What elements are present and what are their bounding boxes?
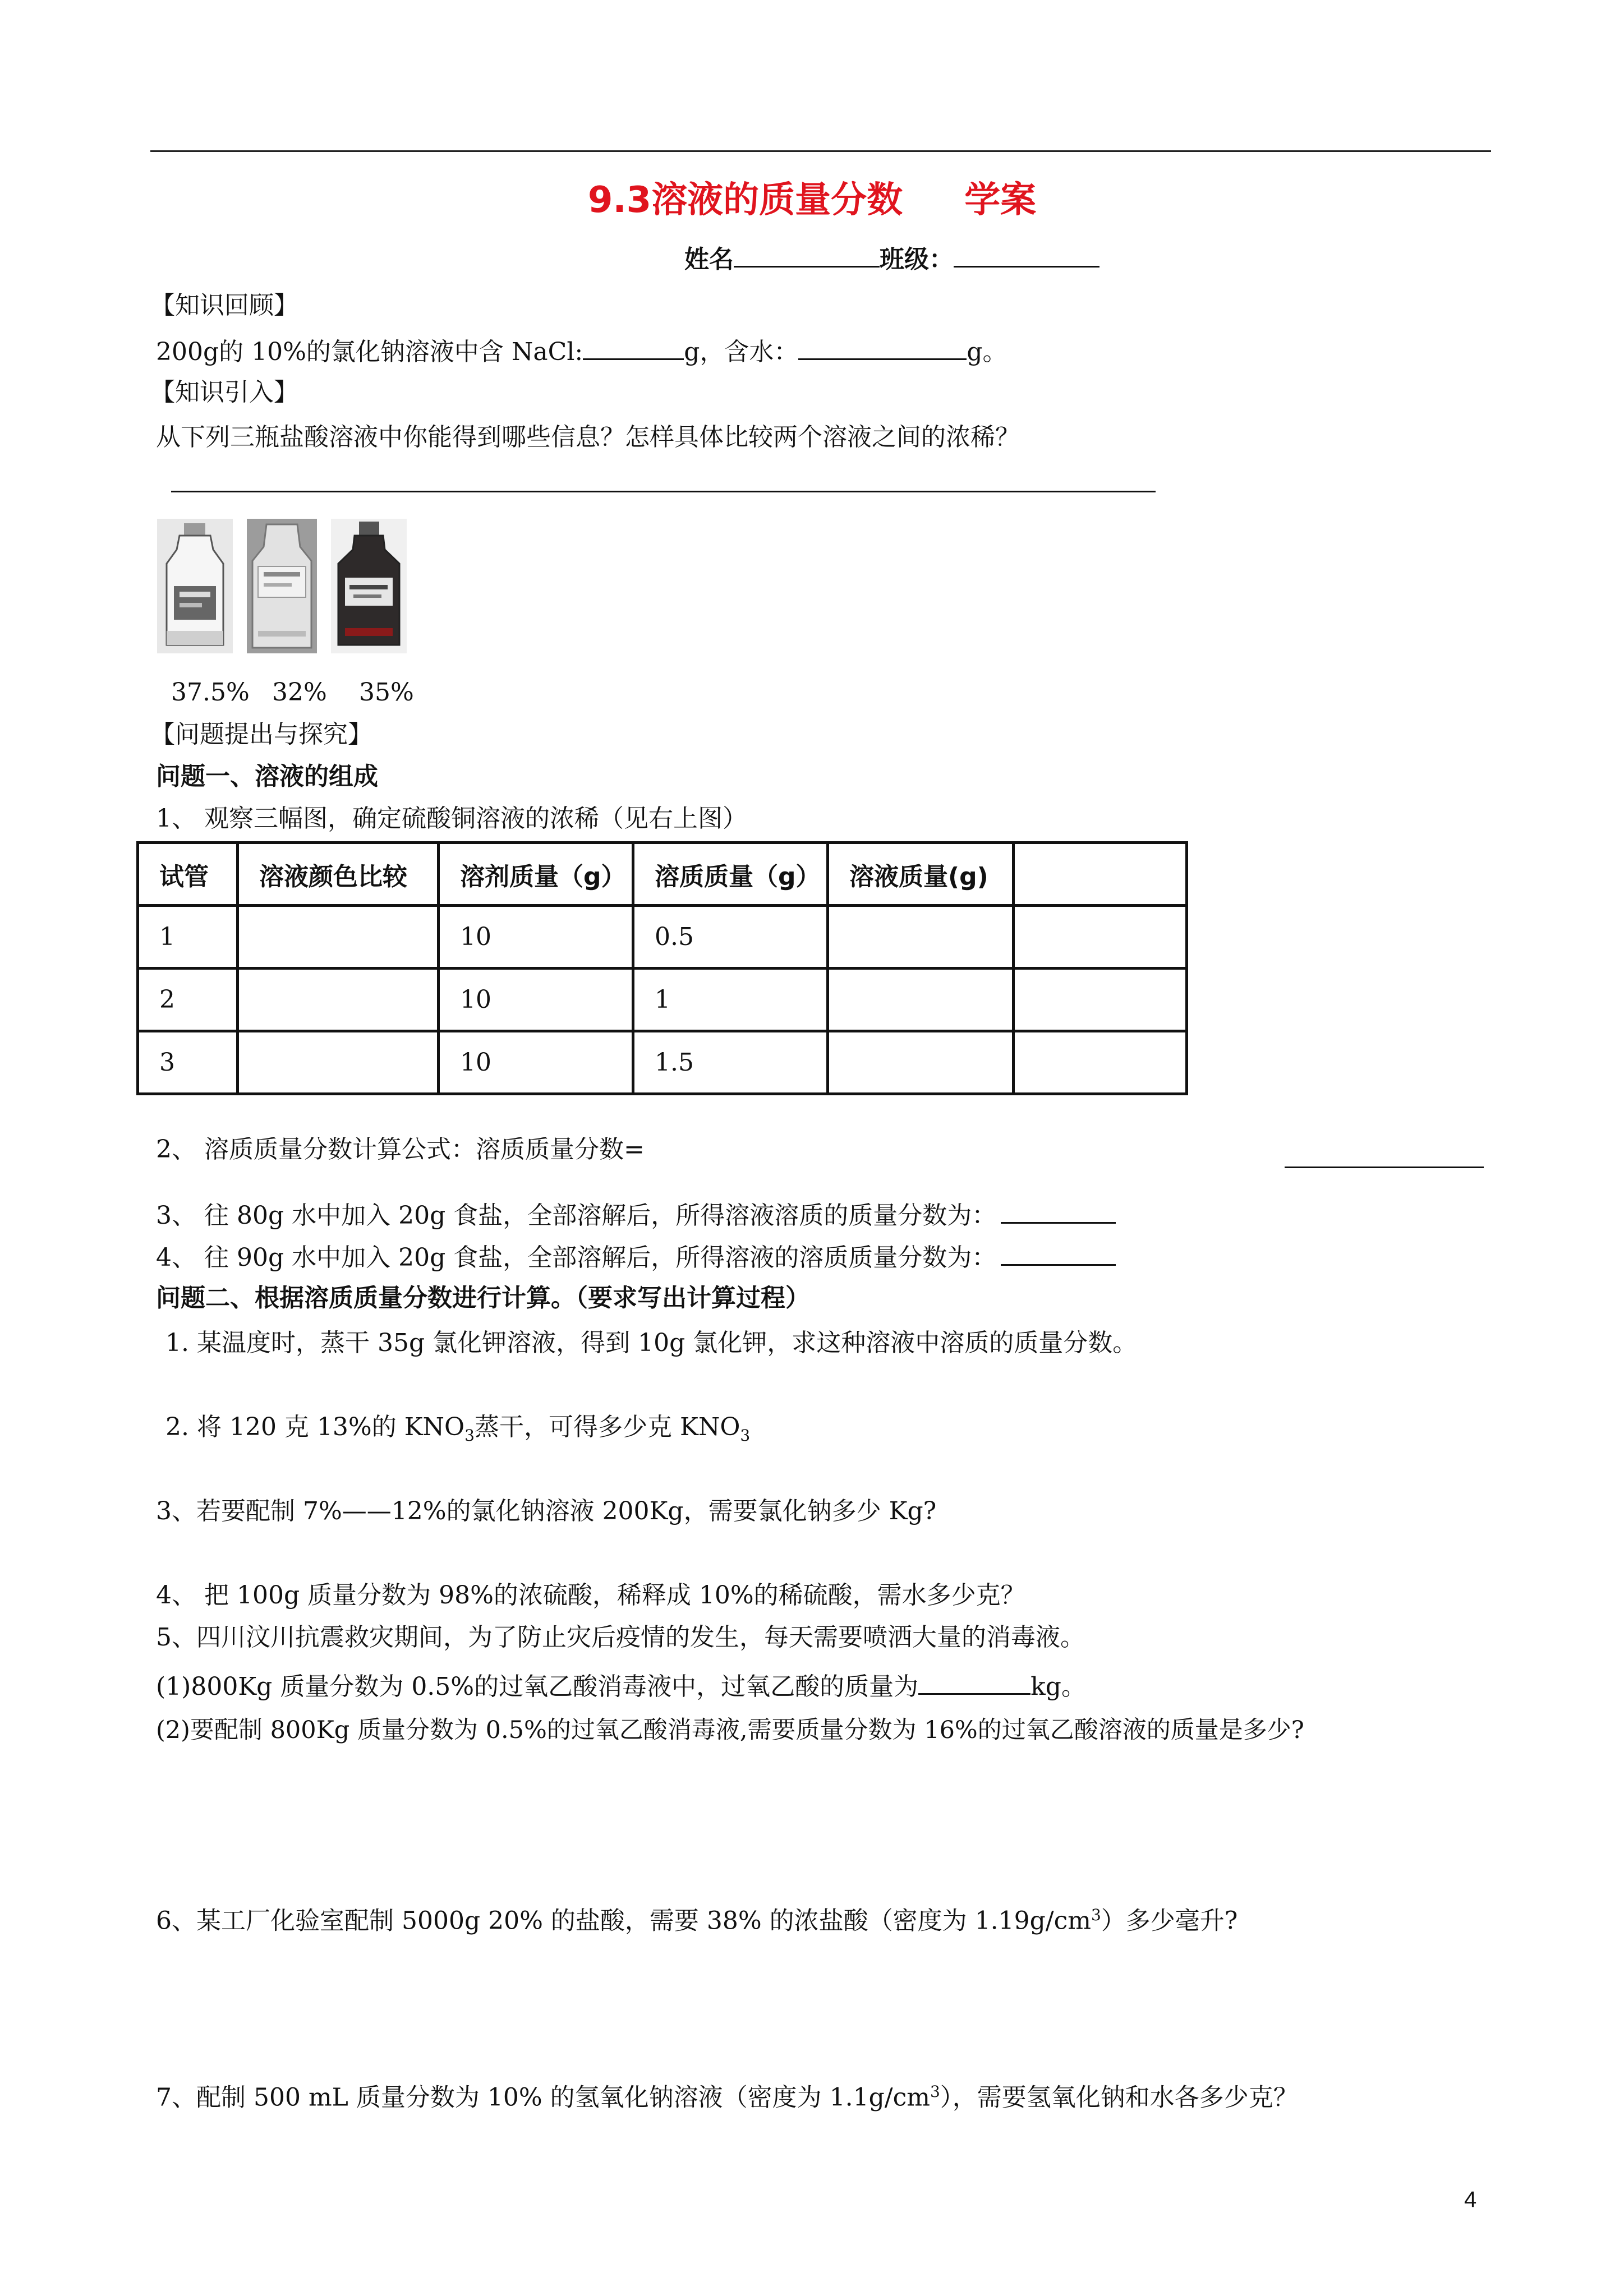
cell-extra[interactable] xyxy=(1014,906,1187,969)
page-number: 4 xyxy=(1464,2187,1477,2212)
review-heading: 【知识回顾】 xyxy=(150,291,298,320)
q1-item-3-blank[interactable] xyxy=(1001,1197,1116,1224)
name-label: 姓名 xyxy=(684,245,734,274)
q2-heading: 问题二、根据溶质质量分数进行计算。（要求写出计算过程） xyxy=(156,1284,810,1312)
intro-heading: 【知识引入】 xyxy=(150,378,298,407)
explore-heading: 【问题提出与探究】 xyxy=(150,720,372,749)
cell-solvent: 10 xyxy=(439,906,633,969)
table-row xyxy=(138,906,1187,969)
cell-tube: 3 xyxy=(138,1031,238,1094)
cell-extra[interactable] xyxy=(1014,1031,1187,1094)
bottle-image-1 xyxy=(157,519,233,653)
table-header-row xyxy=(138,843,1187,906)
header-tube: 试管 xyxy=(138,843,238,906)
cell-solute: 1.5 xyxy=(633,1031,828,1094)
header-solvent: 溶剂质量（g） xyxy=(439,843,633,906)
peracetic-acid-mass-blank[interactable] xyxy=(918,1668,1030,1695)
copper-sulfate-table xyxy=(136,841,1188,1095)
intro-answer-line[interactable] xyxy=(171,491,1156,492)
name-blank[interactable] xyxy=(734,241,880,268)
bottle-image-2 xyxy=(247,519,317,653)
header-color: 溶液颜色比较 xyxy=(238,843,439,906)
class-label: 班级： xyxy=(880,245,954,274)
q1-heading: 问题一、溶液的组成 xyxy=(156,762,378,791)
page-title: 9.3溶液的质量分数 学案 xyxy=(587,179,1037,221)
review-question: 200g的 10%的氯化钠溶液中含 NaCl: g，含水： g。 xyxy=(156,334,1007,369)
q2-item-5-1: (1)800Kg 质量分数为 0.5%的过氧乙酸消毒液中，过氧乙酸的质量为 kg。 xyxy=(156,1668,1086,1704)
table-row xyxy=(138,969,1187,1031)
cell-color[interactable] xyxy=(238,1031,439,1094)
nacl-mass-blank[interactable] xyxy=(583,334,684,360)
bottle-label-1: 37.5% xyxy=(171,678,250,707)
q2-item-3: 3、若要配制 7%——12%的氯化钠溶液 200Kg，需要氯化钠多少 Kg? xyxy=(156,1497,937,1525)
q1-item-3: 3、 往 80g 水中加入 20g 食盐，全部溶解后，所得溶液溶质的质量分数为： xyxy=(156,1197,1116,1233)
q2-item-4: 4、 把 100g 质量分数为 98%的浓硫酸，稀释成 10%的稀硫酸，需水多少克？ xyxy=(156,1581,1025,1610)
bottle-image-3 xyxy=(331,519,407,653)
cell-extra[interactable] xyxy=(1014,969,1187,1031)
cell-solute: 0.5 xyxy=(633,906,828,969)
cell-solute: 1 xyxy=(633,969,828,1031)
cell-color[interactable] xyxy=(238,969,439,1031)
q1-item-1: 1、 观察三幅图，确定硫酸铜溶液的浓稀（见右上图） xyxy=(156,804,747,833)
header-solution: 溶液质量(g) xyxy=(828,843,1014,906)
q2-item-5-2: (2)要配制 800Kg 质量分数为 0.5%的过氧乙酸消毒液,需要质量分数为 16%的过氧乙酸溶液的质量是多少? xyxy=(156,1716,1304,1744)
cell-color[interactable] xyxy=(238,906,439,969)
class-blank[interactable] xyxy=(954,241,1099,268)
cell-solution[interactable] xyxy=(828,969,1014,1031)
student-info-line xyxy=(684,241,1099,276)
q2-item-2: 2. 将 120 克 13%的 $KNO_3$蒸干，可得多少克 $KNO_3$ xyxy=(165,1413,751,1445)
cell-solution[interactable] xyxy=(828,1031,1014,1094)
table-row xyxy=(138,1031,1187,1094)
cell-solvent: 10 xyxy=(439,1031,633,1094)
bottle-label-3: 35% xyxy=(359,678,414,707)
header-solute: 溶质质量（g） xyxy=(633,843,828,906)
q2-item-1: 1. 某温度时，蒸干 35g 氯化钾溶液，得到 10g 氯化钾，求这种溶液中溶质的质量分数。 xyxy=(165,1329,1138,1357)
q1-item-2: 2、 溶质质量分数计算公式：溶质质量分数= xyxy=(156,1135,645,1164)
formula-answer-line[interactable] xyxy=(1285,1167,1484,1168)
cell-tube: 1 xyxy=(138,906,238,969)
q1-item-4: 4、 往 90g 水中加入 20g 食盐，全部溶解后，所得溶液的溶质质量分数为： xyxy=(156,1239,1116,1275)
cell-tube: 2 xyxy=(138,969,238,1031)
cell-solution[interactable] xyxy=(828,906,1014,969)
q1-item-4-blank[interactable] xyxy=(1001,1239,1116,1266)
water-mass-blank[interactable] xyxy=(798,334,967,360)
q2-item-6: 6、某工厂化验室配制 5000g 20% 的盐酸，需要 38% 的浓盐酸（密度为 $1.19g/cm^3$）多少毫升? xyxy=(156,1906,1238,1935)
q2-item-5: 5、四川汶川抗震救灾期间，为了防止灾后疫情的发生，每天需要喷洒大量的消毒液。 xyxy=(156,1623,1085,1652)
cell-solvent: 10 xyxy=(439,969,633,1031)
intro-question: 从下列三瓶盐酸溶液中你能得到哪些信息？怎样具体比较两个溶液之间的浓稀？ xyxy=(156,423,1020,451)
header-rule xyxy=(150,150,1491,152)
bottle-label-2: 32% xyxy=(272,678,327,707)
q2-item-7: 7、配制 500 mL 质量分数为 10% 的氢氧化钠溶液（密度为 $1.1g/cm^3$），需要氢氧化钠和水各多少克？ xyxy=(156,2082,1298,2112)
header-extra xyxy=(1014,843,1187,906)
